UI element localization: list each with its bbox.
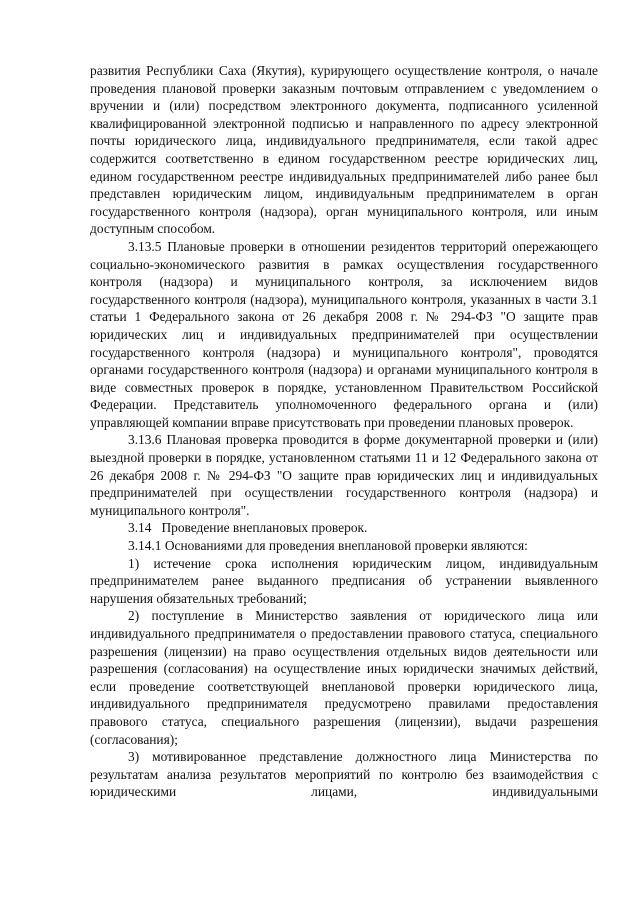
paragraph-section-3-14-1: 3.14.1 Основаниями для проведения внеплановой проверки являются: [128,538,528,554]
heading-section-3-14: 3.14 Проведение внеплановых проверок. [128,520,368,536]
paragraph-section-3-13-6: 3.13.6 Плановая проверка проводится в форме документарной проверки и (или) выездной проверки в порядке, установленном статьями 11 и 12 Федерального закона от 26 декабря 2008 г. № 294-ФЗ "О защите прав юридических лиц и индивидуальных предпринимателей при осуществлении государственного контроля (надзора) и муниципального контроля". [90,432,598,518]
list-item-2: 2) поступление в Министерство заявления от юридического лица или индивидуального предпринимателя о предоставлении правового статуса, специального разрешения (лицензии) на право осуществления отдельных видов деятельности или разрешения (согласования) на осуществление иных юридически значимых действий, если проведение соответствующей внеплановой проверки юридического лица, индивидуального предпринимателя предусмотрено правилами предоставления правового статуса, специального разрешения (лицензии), выдачи разрешения (согласования); [90,608,598,747]
list-item-3: 3) мотивированное представление должностного лица Министерства по результатам анализа результатов мероприятий по контролю без взаимодействия с юридическими лицами, индивидуальными [90,749,598,800]
list-item-1: 1) истечение срока исполнения юридическим лицом, индивидуальным предпринимателем ранее выданного предписания об устранении выявленного нарушения обязательных требований; [90,555,598,606]
paragraph-intro-continuation: развития Республики Саха (Якутия), курирующего осуществление контроля, о начале проведения плановой проверки заказным почтовым отправлением с уведомлением о вручении и (или) посредством электронного документа, подписанного усиленной квалифицированной электронной подписью и направленного по адресу электронной почты юридического лица, индивидуального предпринимателя, если такой адрес содержится соответственно в едином государственном реестре юридических лиц, едином государственном реестре индивидуальных предпринимателей либо ранее был представлен юридическим лицом, индивидуальным предпринимателем в орган государственного контроля (надзора), орган муниципального контроля, или иным доступным способом. [90,63,598,237]
paragraph-section-3-13-5: 3.13.5 Плановые проверки в отношении резидентов территорий опережающего социально-экономического развития в рамках осуществления государственного контроля (надзора) и муниципального контроля, за исключением видов государственного контроля (надзора), муниципального контроля, указанных в части 3.1 статьи 1 Федерального закона от 26 декабря 2008 г. № 294-ФЗ "О защите прав юридических лиц и индивидуальных предпринимателей при осуществлении государственного контроля (надзора) и муниципального контроля", проводятся органами государственного контроля (надзора) и органами муниципального контроля в виде совместных проверок в порядке, установленном Правительством Российской Федерации. Представитель уполномоченного федерального органа и (или) управляющей компании вправе присутствовать при проведении плановых проверок. [90,238,598,430]
document-page [90,62,598,801]
